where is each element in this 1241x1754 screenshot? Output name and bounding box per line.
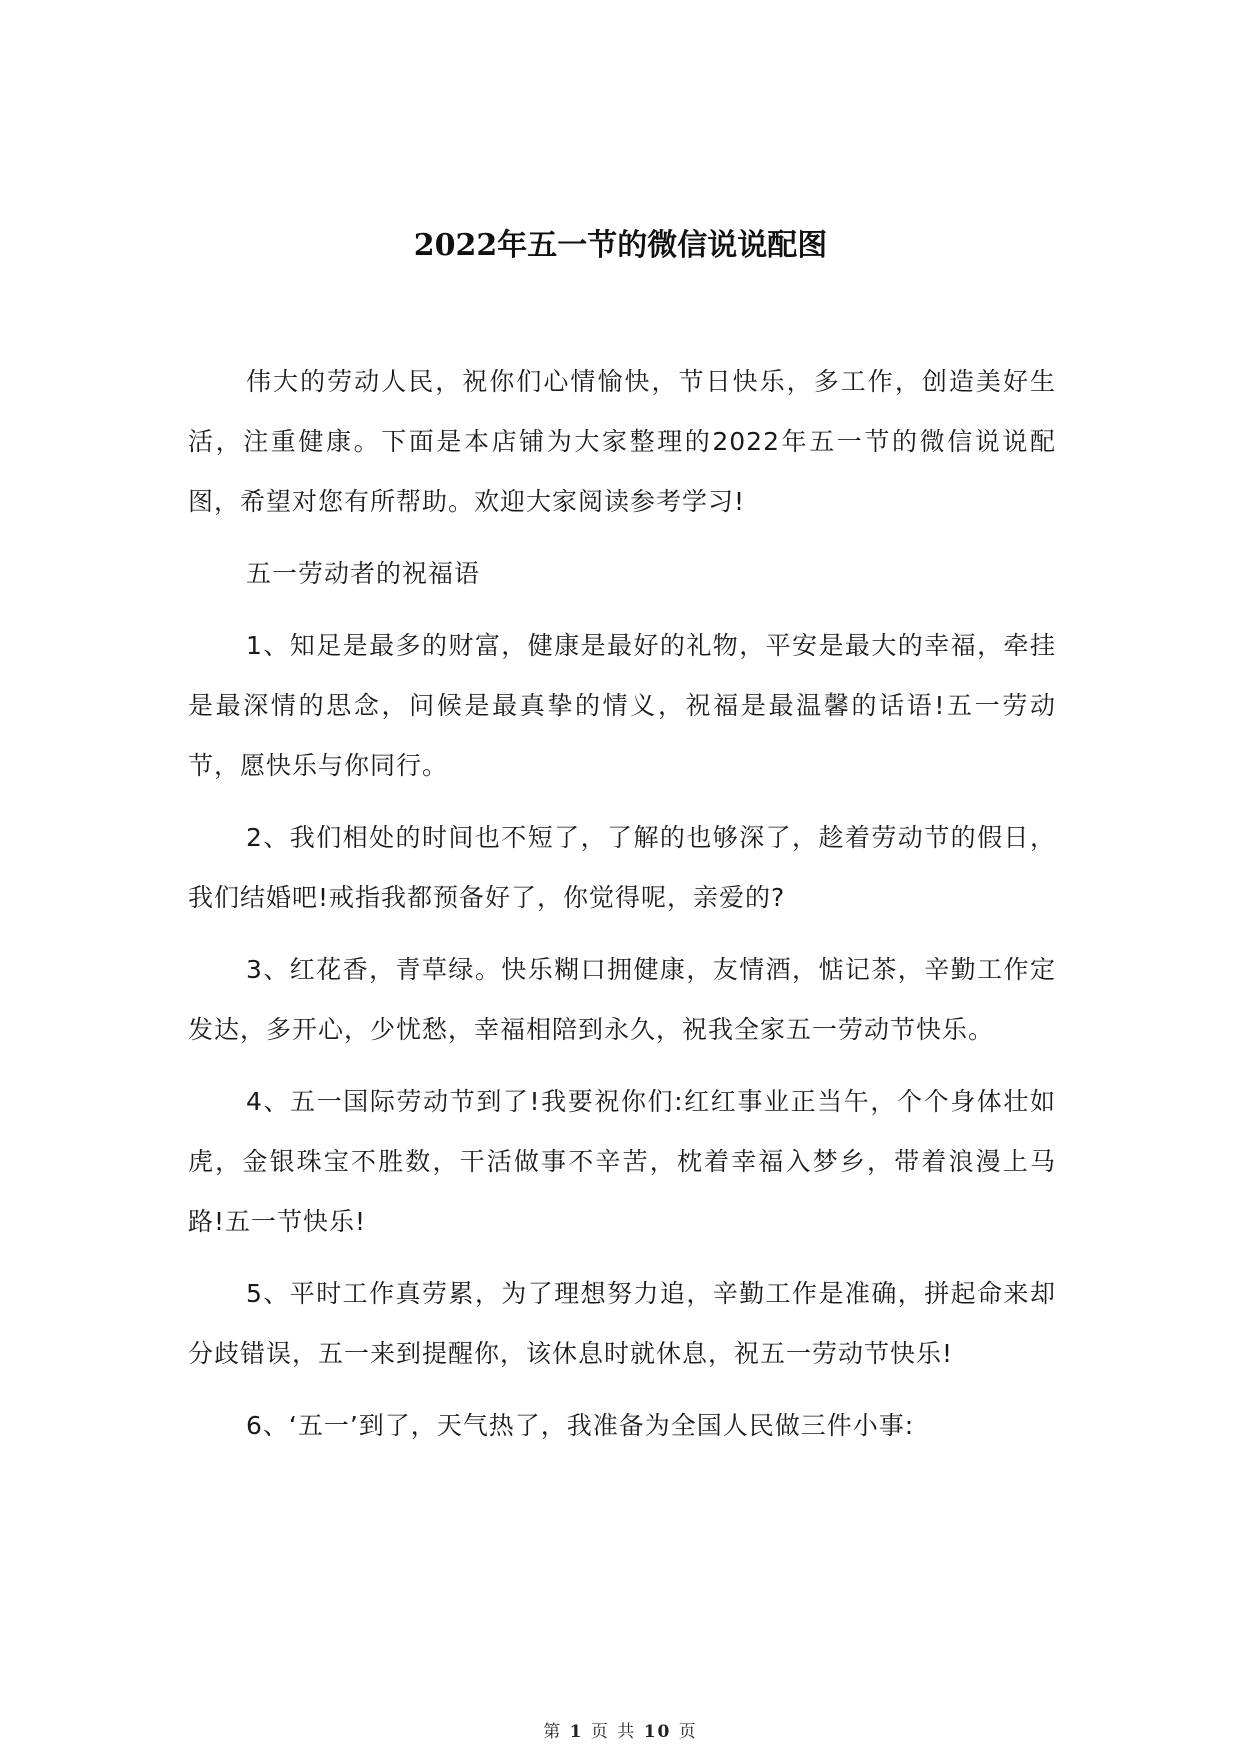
list-item: 4、五一国际劳动节到了!我要祝你们:红红事业正当午，个个身体壮如虎，金银珠宝不胜数，干活做事不辛苦，枕着幸福入梦乡，带着浪漫上马路!五一节快乐! xyxy=(188,1087,1056,1236)
footer-suffix: 页 xyxy=(678,1722,698,1742)
list-item: 3、红花香，青草绿。快乐糊口拥健康，友情酒，惦记茶，辛勤工作定发达，多开心，少忧愁，幸福相陪到永久，祝我全家五一劳动节快乐。 xyxy=(188,955,1056,1044)
list-item: 5、平时工作真劳累，为了理想努力追，辛勤工作是准确，拼起命来却分歧错误，五一来到提醒你，该休息时就休息，祝五一劳动节快乐! xyxy=(188,1279,1056,1368)
footer-prefix: 第 xyxy=(543,1722,563,1742)
list-item: 1、知足是最多的财富，健康是最好的礼物，平安是最大的幸福，牵挂是最深情的思念，问候是最真挚的情义，祝福是最温馨的话语!五一劳动节，愿快乐与你同行。 xyxy=(188,631,1056,780)
page-footer xyxy=(0,1717,1241,1742)
document-title: 2022年五一节的微信说说配图 xyxy=(413,228,828,263)
document-body xyxy=(188,352,1056,1468)
list-item: 6、‘五一’到了，天气热了，我准备为全国人民做三件小事: xyxy=(246,1411,915,1440)
section-heading: 五一劳动者的祝福语 xyxy=(246,559,481,588)
total-pages-number: 10 xyxy=(643,1722,672,1742)
intro-paragraph: 伟大的劳动人民，祝你们心情愉快，节日快乐，多工作，创造美好生活，注重健康。下面是本店铺为大家整理的2022年五一节的微信说说配图，希望对您有所帮助。欢迎大家阅读参考学习! xyxy=(188,367,1056,516)
footer-middle: 页 共 xyxy=(590,1722,637,1742)
current-page-number: 1 xyxy=(569,1722,584,1742)
list-item: 2、我们相处的时间也不短了，了解的也够深了，趁着劳动节的假日，我们结婚吧!戒指我都预备好了，你觉得呢，亲爱的? xyxy=(188,823,1056,912)
